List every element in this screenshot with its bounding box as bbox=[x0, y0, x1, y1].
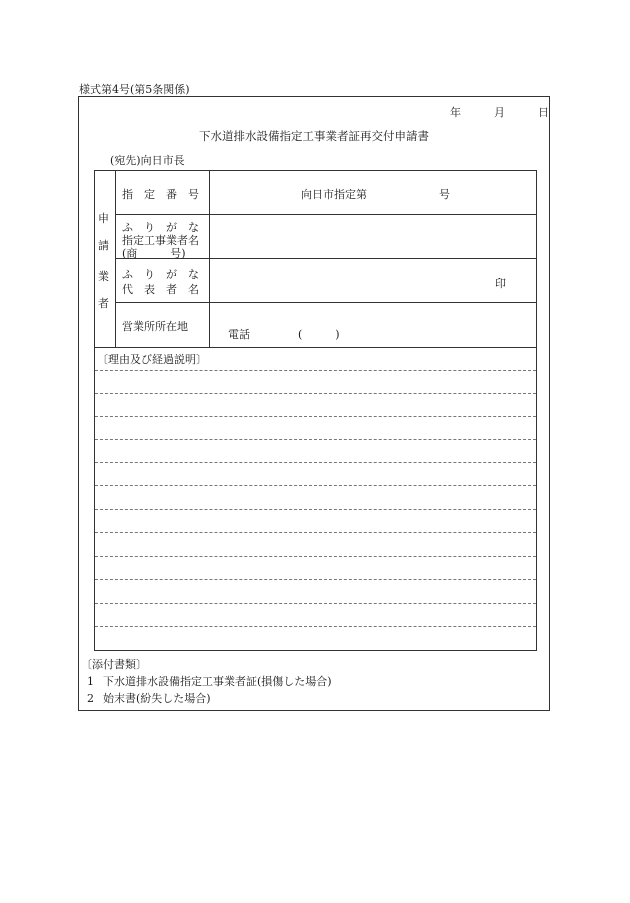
phone-parentheses: ( ) bbox=[298, 328, 340, 341]
day-label: 日 bbox=[538, 106, 549, 119]
attachments-heading: 〔添付書類〕 bbox=[81, 658, 147, 671]
representative-furigana: ふ り が な bbox=[122, 268, 199, 281]
office-address-label: 営業所所在地 bbox=[122, 320, 188, 333]
applicant-char-4: 者 bbox=[98, 297, 109, 310]
applicant-char-3: 業 bbox=[98, 270, 109, 283]
form-number: 様式第4号(第5条関係) bbox=[79, 83, 190, 96]
designation-number-label: 指 定 番 号 bbox=[122, 188, 199, 201]
attachments-section bbox=[81, 656, 332, 707]
applicant-char-2: 請 bbox=[98, 239, 109, 252]
document-title: 下水道排水設備指定工事業者証再交付申請書 bbox=[199, 129, 429, 143]
attachment-item: 1 下水道排水設備指定工事業者証(損傷した場合) bbox=[87, 675, 332, 688]
year-label: 年 bbox=[450, 106, 461, 119]
applicant-char-1: 申 bbox=[98, 212, 109, 225]
applicant-column bbox=[95, 171, 115, 347]
business-name-sub: (商 号) bbox=[122, 247, 186, 260]
business-name-label: 指定工事業者名 bbox=[122, 234, 199, 247]
form-table bbox=[94, 170, 537, 651]
attachment-item: 2 始末書(紛失した場合) bbox=[87, 692, 211, 705]
designation-number-suffix: 号 bbox=[439, 188, 450, 201]
business-name-furigana: ふ り が な bbox=[122, 221, 199, 234]
addressee: (宛先)向日市長 bbox=[110, 154, 185, 167]
reason-label: 〔理由及び経過説明〕 bbox=[97, 353, 207, 366]
phone-label: 電話 bbox=[228, 328, 250, 341]
date-line bbox=[450, 104, 549, 120]
designation-number-prefix: 向日市指定第 bbox=[301, 188, 367, 201]
representative-label: 代 表 者 名 bbox=[122, 283, 199, 296]
seal-mark: 印 bbox=[495, 277, 506, 290]
month-label: 月 bbox=[494, 106, 505, 119]
